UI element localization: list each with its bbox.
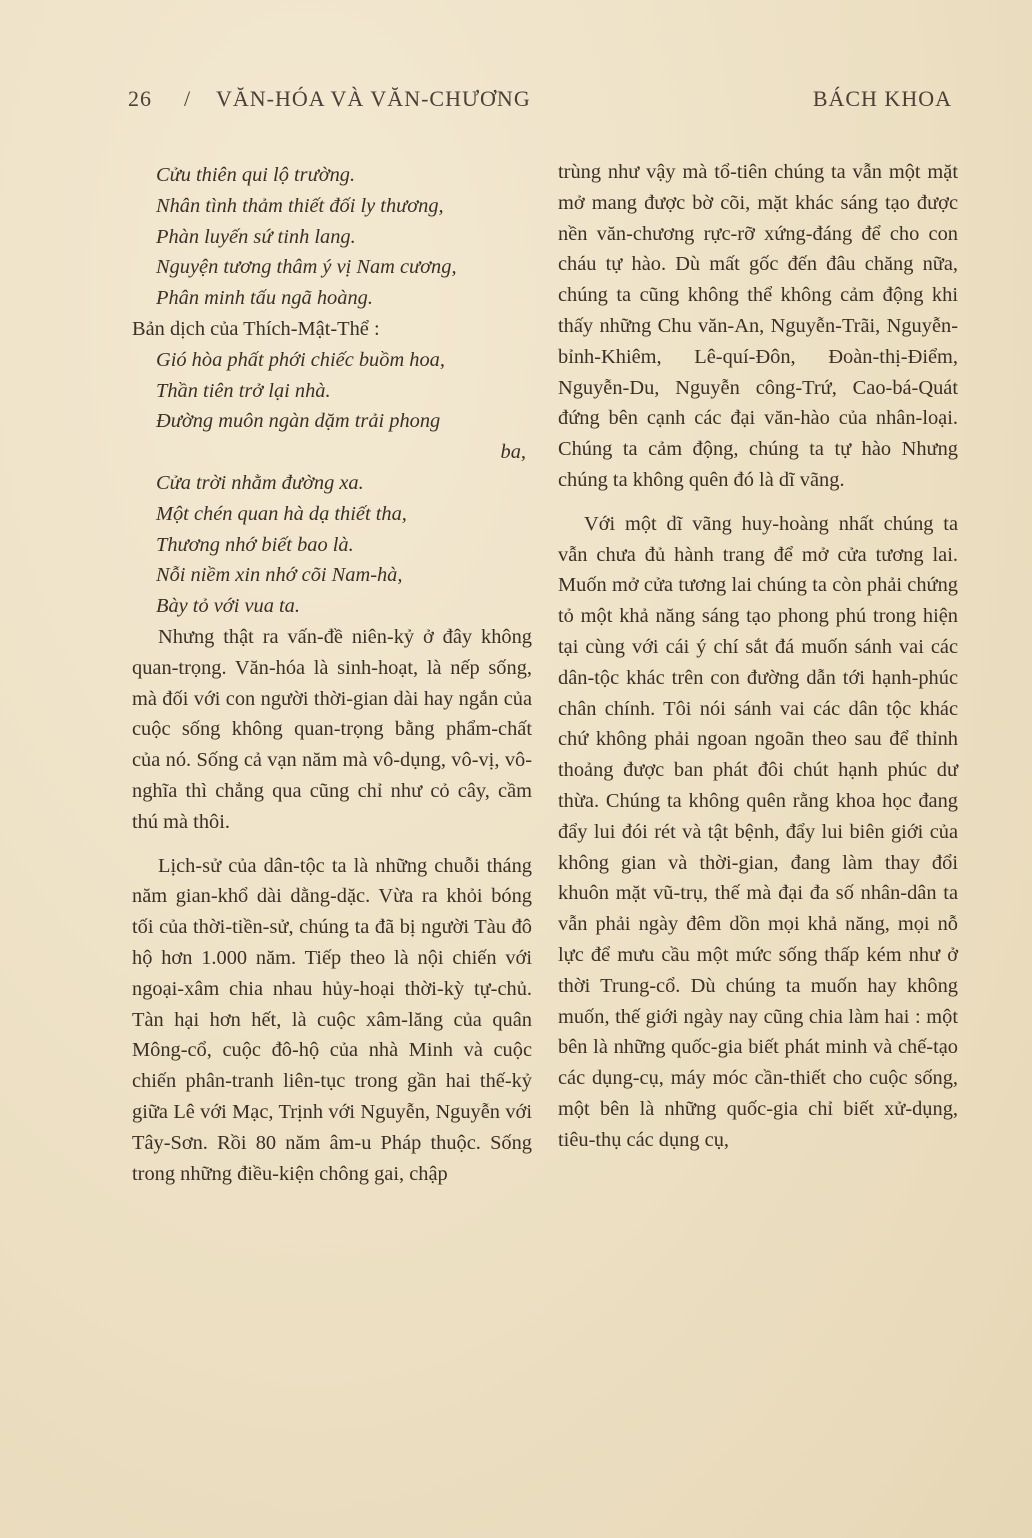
translated-poem xyxy=(156,345,532,622)
poem-line-continuation: ba, xyxy=(500,441,526,464)
left-column xyxy=(132,160,532,1189)
section-title: VĂN-HÓA VÀ VĂN-CHƯƠNG xyxy=(216,86,531,111)
poem-line: Phàn luyến sứ tinh lang. xyxy=(156,225,356,248)
poem-line: Thần tiên trở lại nhà. xyxy=(156,379,331,402)
magazine-title: BÁCH KHOA xyxy=(812,86,952,111)
right-column xyxy=(558,157,958,1156)
running-header xyxy=(128,86,952,116)
body-paragraph: Nhưng thật ra vấn-đề niên-kỷ ở đây không quan-trọng. Văn-hóa là sinh-hoạt, là nếp sống, mà đối với con người thời-gian dài hay ngắn của cuộc sống không quan-trọng bằng phẩm-chất của nó. Sống cả vạn năm mà vô-dụng, vô-vị, vô-nghĩa thì chẳng qua cũng chỉ như cỏ cây, cầm thú mà thôi. xyxy=(132,625,532,833)
poem-line: Cửa trời nhằm đường xa. xyxy=(156,471,364,494)
chinese-poem xyxy=(156,160,532,314)
header-separator: / xyxy=(184,86,192,111)
poem-line: Nguyện tương thâm ý vị Nam cương, xyxy=(156,256,457,279)
body-paragraph: Với một dĩ vãng huy-hoàng nhất chúng ta vẫn chưa đủ hành trang để mở cửa tương lai. Muốn mở cửa tương lai chúng ta còn phải chứng tỏ một khả năng sáng tạo phong phú trong hiện tại cùng với cái ý chí sắt đá muốn sánh vai các dân-tộc khác trên con đường dẫn tới hạnh-phúc chân chính. Tôi nói sánh vai các dân tộc khác chứ không phải ngoan ngoãn theo sau để thỉnh thoảng được ban phát đôi chút hạnh phúc dư thừa. Chúng ta không quên rằng khoa học đang đẩy lui đói rét và tật bệnh, đẩy lui biên giới của không gian và thời-gian, đang làm thay đổi khuôn mặt vũ-trụ, thế mà đại đa số nhân-dân ta vẫn phải ngày đêm dồn mọi khả năng, mọi nỗ lực để mưu cầu một mức sống thấp kém như ở thời Trung-cổ. Dù chúng ta muốn hay không muốn, thế giới ngày nay cũng chia làm hai : một bên là những quốc-gia biết phát minh và chế-tạo các dụng-cụ, máy móc cần-thiết cho cuộc sống, một bên là những quốc-gia chỉ biết xử-dụng, tiêu-thụ các dụng cụ, xyxy=(558,512,958,1151)
poem-line: Gió hòa phất phới chiếc buồm hoa, xyxy=(156,348,445,371)
translation-intro: Bản dịch của Thích-Mật-Thể : xyxy=(132,317,380,340)
poem-line: Một chén quan hà dạ thiết tha, xyxy=(156,502,407,525)
poem-line: Phân minh tấu ngã hoàng. xyxy=(156,287,373,310)
poem-line: Bày tỏ với vua ta. xyxy=(156,595,300,618)
poem-line: Thương nhớ biết bao là. xyxy=(156,533,354,556)
body-paragraph: Lịch-sử của dân-tộc ta là những chuỗi tháng năm gian-khổ dài dằng-dặc. Vừa ra khỏi bóng tối của thời-tiền-sử, chúng ta đã bị người Tàu đô hộ hơn 1.000 năm. Tiếp theo là nội chiến với ngoại-xâm chia nhau hủy-hoại thời-kỳ tự-chủ. Tàn hại hơn hết, là cuộc xâm-lăng của quân Mông-cổ, cuộc đô-hộ của nhà Minh và cuộc chiến phân-tranh liên-tục trong gần hai thế-kỷ giữa Lê với Mạc, Trịnh với Nguyễn, Nguyễn với Tây-Sơn. Rồi 80 năm âm-u Pháp thuộc. Sống trong những điều-kiện chông gai, chập xyxy=(132,854,532,1185)
poem-line: Đường muôn ngàn dặm trải phong xyxy=(156,410,441,433)
poem-line: Nhân tình thảm thiết đối ly thương, xyxy=(156,194,444,217)
poem-line: Cửu thiên qui lộ trường. xyxy=(156,164,356,186)
body-paragraph-continued: trùng như vậy mà tổ-tiên chúng ta vẫn một mặt mở mang được bờ cõi, mặt khác sáng tạo được nền văn-chương rực-rỡ xứng-đáng để cho con cháu tự hào. Dù mất gốc đến đâu chăng nữa, chúng ta cũng không thể không cảm động khi thấy những Chu văn-An, Nguyễn-Trãi, Nguyễn-bỉnh-Khiêm, Lê-quí-Đôn, Đoàn-thị-Điểm, Nguyễn-Du, Nguyễn công-Trứ, Cao-bá-Quát đứng bên cạnh các đại văn-hào của nhân-loại. Chúng ta cảm động, chúng ta tự hào Nhưng chúng ta không quên đó là dĩ vãng. xyxy=(558,161,958,491)
page-number: 26 xyxy=(128,86,152,111)
poem-line: Nỗi niềm xin nhớ cõi Nam-hà, xyxy=(156,564,403,587)
